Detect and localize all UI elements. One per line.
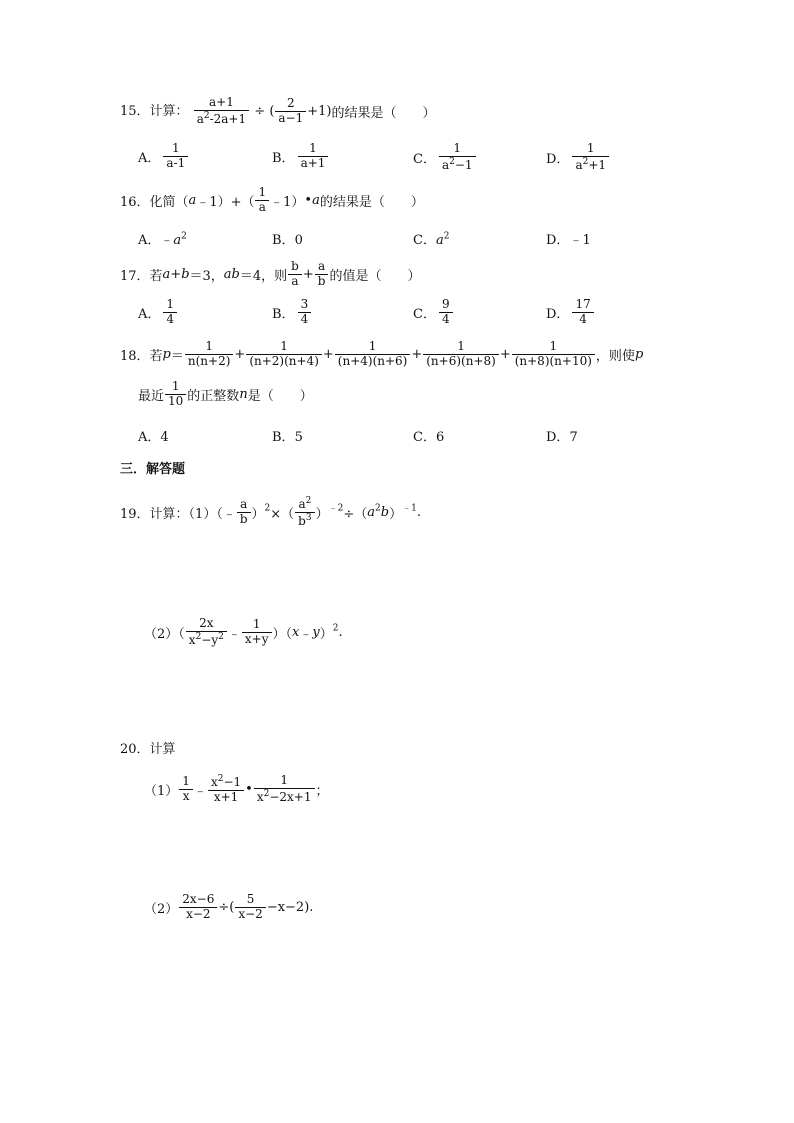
q18-fraction: $\frac{1}{(n+2)(n+4)}$ [246, 340, 322, 369]
q15-prefix: 15．计算： [120, 103, 189, 119]
q17-fraction-2: $\frac{a}{b}$ [315, 260, 329, 289]
q16-fraction: $\frac{1}{a}$ [255, 186, 269, 215]
q18-option-b[interactable]: B．5 [272, 430, 303, 445]
question-20-part-2: （2） $\frac{2x-6}{x-2}$ ÷( $\frac{5}{x-2}$ −x−2). [144, 892, 314, 921]
question-20-title: 20．计算 [120, 742, 176, 757]
q15-suffix: 的结果是（ ） [331, 105, 436, 121]
question-20-part-1: （1） $\frac{1}{x}$ ﹣ $\frac{x^2-1}{x+1}$ • $\frac{1}{x^2-2x+1}$ ； [144, 773, 329, 804]
q18-option-a[interactable]: A．4 [138, 430, 169, 445]
q17-option-b[interactable]: B． $\frac{3}{4}$ [272, 298, 312, 327]
q16-option-b[interactable]: B．0 [272, 233, 303, 248]
q17-fraction-1: $\frac{b}{a}$ [288, 260, 302, 289]
q16-option-c[interactable]: C．$a^2$ [413, 231, 450, 248]
q16-option-a[interactable]: A．$﹣a^2$ [138, 231, 187, 248]
q18-option-d[interactable]: D．7 [546, 430, 578, 445]
q15-plus-one: +1) [307, 103, 332, 119]
q15-option-a[interactable]: A． $\frac{1}{a-1}$ [138, 142, 189, 171]
q18-fraction: $\frac{1}{(n+4)(n+6)}$ [335, 340, 411, 369]
q18-fraction: $\frac{1}{(n+6)(n+8)}$ [423, 340, 499, 369]
question-16: 16．化简（a﹣1）+（ $\frac{1}{a}$ ﹣1）•a的结果是（ ） [120, 185, 424, 214]
q15-lparen: ( [269, 103, 275, 119]
q18-fraction: $\frac{1}{(n+8)(n+10)}$ [512, 340, 595, 369]
q15-div: ÷ [254, 103, 266, 119]
question-19: 19．计算：（1）（﹣ $\frac{a}{b}$ ）$^2$×（ $\frac{a^2}{b^3}$ ）$^{﹣2}\div(a^2b)^{﹣1}$. [120, 496, 421, 528]
q15-f1-num: a+1 [194, 96, 249, 111]
q18-near-fraction: $\frac{1}{10}$ [165, 380, 186, 409]
q17-option-a[interactable]: A． $\frac{1}{4}$ [138, 298, 178, 327]
q16-option-d[interactable]: D．﹣1 [546, 233, 591, 248]
q15-fraction-2: $\frac{2}{a-1}$ [275, 97, 306, 126]
q15-fraction-1 [194, 96, 249, 127]
q18-fraction: $\frac{1}{n(n+2)}$ [185, 340, 234, 369]
question-18-line-2: 最近 $\frac{1}{10}$ 的正整数n是（ ） [138, 379, 313, 408]
q17-option-c[interactable]: C． $\frac{9}{4}$ [413, 298, 454, 327]
question-15 [120, 96, 436, 127]
section-heading: 三．解答题 [120, 462, 186, 477]
q15-f1-den: $a^2-2a+1$ [196, 110, 247, 126]
question-19-part-2: （2）（ $\frac{2x}{x^2-y^2}$ ﹣ $\frac{1}{x+y}$ ）（x﹣y）$^2$. [144, 616, 343, 647]
q15-option-d[interactable]: D． $\frac{1}{a^2+1}$ [546, 142, 610, 173]
question-17: 17．若a+b＝3，ab＝4，则 $\frac{b}{a}$ + $\frac{a}{b}$ 的值是（ ） [120, 259, 421, 288]
q15-option-c[interactable]: C． $\frac{1}{a^2-1}$ [413, 142, 477, 173]
q15-option-b[interactable]: B． $\frac{1}{a+1}$ [272, 142, 329, 171]
question-18: 18．若p＝ $\frac{1}{n(n+2)}$ + $\frac{1}{(n+2)(n+4)}$ + $\frac{1}{(n+4)(n+6)}$ + $\frac{1}{(n+6)(n+8)}$ + $\frac{1}{(n+8)(n+10)}$ ，则使p [120, 339, 644, 368]
q17-option-d[interactable]: D． $\frac{17}{4}$ [546, 298, 595, 327]
q18-option-c[interactable]: C．6 [413, 430, 445, 445]
